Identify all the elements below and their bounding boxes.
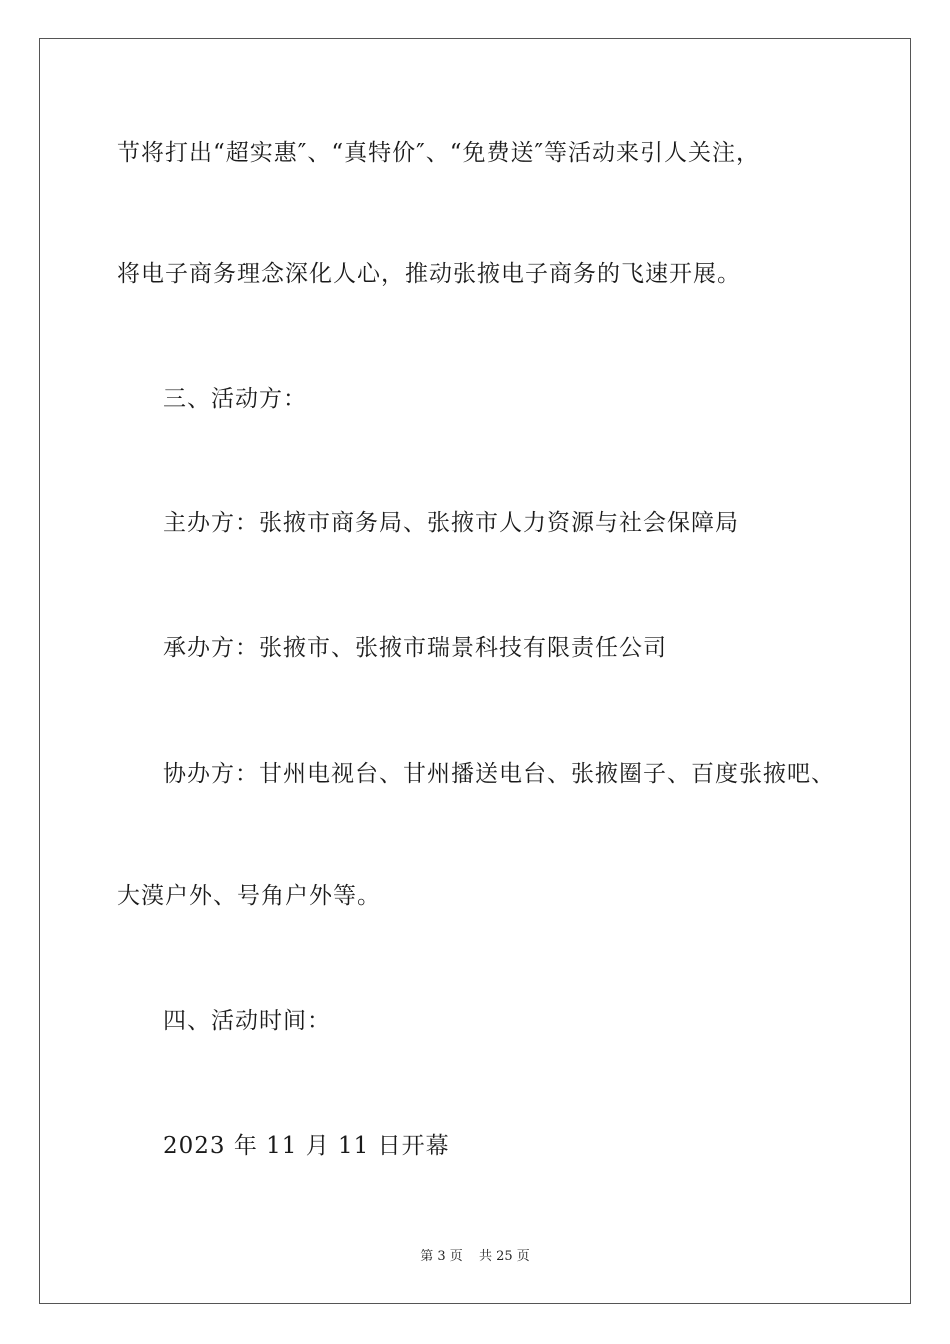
page-total: 共 25 页	[478, 1249, 530, 1264]
co-organizer-line: 协办方：甘州电视台、甘州播送电台、张掖圈子、百度张掖吧、	[163, 761, 835, 787]
section-heading-organizers: 三、活动方：	[163, 386, 307, 412]
undertaker-organizer-line: 承办方：张掖市、张掖市瑞景科技有限责任公司	[163, 635, 667, 661]
host-organizer-line: 主办方：张掖市商务局、张掖市人力资源与社会保障局	[163, 510, 739, 536]
co-organizer-line-continued: 大漠户外、号角户外等。	[117, 883, 381, 909]
paragraph-line-1: 节将打出“超实惠″、“真特价″、“免费送″等活动来引人关注，	[117, 140, 761, 166]
page-number: 第 3 页	[420, 1249, 463, 1264]
opening-date-line: 2023 年 11 月 11 日开幕	[163, 1133, 450, 1159]
section-heading-time: 四、活动时间：	[163, 1008, 331, 1034]
page-border	[39, 38, 911, 1304]
page-footer	[0, 1249, 950, 1265]
paragraph-line-2: 将电子商务理念深化人心，推动张掖电子商务的飞速开展。	[117, 261, 741, 287]
